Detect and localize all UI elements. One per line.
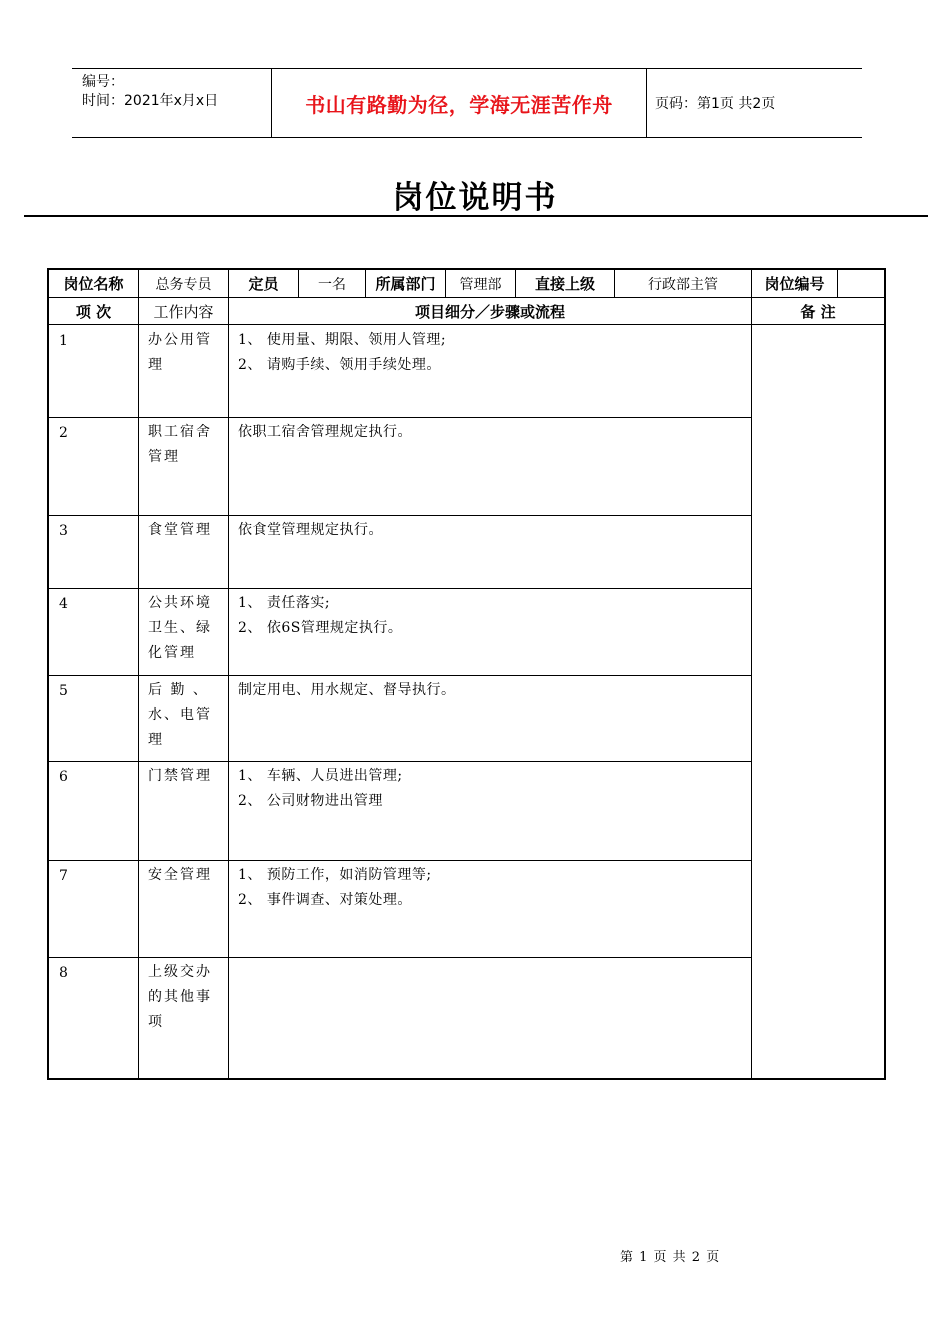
remark-column bbox=[752, 325, 884, 1078]
row-work-content: 食堂管理 bbox=[148, 522, 212, 538]
row-index: 3 bbox=[59, 523, 68, 539]
row-work-content: 安全管理 bbox=[148, 867, 212, 883]
post-name-value: 总务专员 bbox=[155, 276, 212, 293]
table-rule bbox=[614, 270, 615, 297]
row-detail-line: 制定用电、用水规定、督导执行。 bbox=[238, 682, 456, 698]
table-rule bbox=[751, 297, 752, 1078]
table-rule bbox=[49, 588, 752, 589]
table-rule bbox=[837, 270, 838, 297]
row-work-content: 办公用管理 bbox=[148, 332, 212, 373]
row-detail-line: 依职工宿舍管理规定执行。 bbox=[238, 424, 412, 440]
quota-value: 一名 bbox=[318, 276, 346, 293]
row-detail bbox=[229, 957, 751, 1078]
superior-value: 行政部主管 bbox=[648, 276, 718, 293]
post-code-value bbox=[838, 270, 884, 297]
row-detail bbox=[229, 761, 751, 860]
row-index: 6 bbox=[59, 769, 68, 785]
table-rule bbox=[138, 270, 139, 297]
row-work-content: 公共环境卫生、绿化管理 bbox=[148, 595, 212, 661]
table-rule bbox=[228, 297, 229, 1078]
document-number-label: 编号： bbox=[82, 74, 124, 90]
row-work-content: 后 勤 、水、电管理 bbox=[148, 682, 212, 748]
table-rule bbox=[49, 675, 752, 676]
column-header-detail: 项目细分／步骤或流程 bbox=[414, 302, 565, 321]
dept-value: 管理部 bbox=[459, 276, 502, 293]
header-meta bbox=[72, 69, 272, 137]
row-detail bbox=[229, 675, 751, 761]
row-work-content: 门禁管理 bbox=[148, 768, 212, 784]
table-rule bbox=[49, 417, 752, 418]
header-page-number: 页码：第1页 共2页 bbox=[646, 69, 862, 137]
table-rule bbox=[751, 270, 752, 297]
row-index: 7 bbox=[59, 868, 68, 884]
document-time-label: 时间：2021年x月x日 bbox=[82, 93, 219, 109]
quota-label: 定员 bbox=[248, 275, 279, 293]
row-detail-line: 2、 公司财物进出管理 bbox=[238, 793, 383, 809]
document-title: 岗位说明书 bbox=[392, 180, 558, 216]
row-detail bbox=[229, 860, 751, 957]
row-index: 2 bbox=[59, 425, 68, 441]
column-header-index: 项 次 bbox=[75, 302, 112, 321]
table-rule bbox=[49, 761, 752, 762]
table-rule bbox=[138, 297, 139, 1078]
table-rule bbox=[49, 324, 884, 325]
row-detail-line: 2、 事件调查、对策处理。 bbox=[238, 892, 412, 908]
row-detail bbox=[229, 417, 751, 515]
table-rule bbox=[49, 957, 752, 958]
row-detail-line: 1、 使用量、期限、领用人管理; bbox=[238, 332, 447, 348]
row-detail-line: 依食堂管理规定执行。 bbox=[238, 522, 383, 538]
page-header bbox=[72, 68, 862, 138]
header-motto: 书山有路勤为径，学海无涯苦作舟 bbox=[305, 92, 613, 117]
row-detail bbox=[229, 325, 751, 417]
table-rule bbox=[49, 297, 884, 298]
column-header-remark: 备 注 bbox=[800, 302, 836, 321]
superior-label: 直接上级 bbox=[534, 275, 595, 293]
row-work-content: 职工宿舍管理 bbox=[148, 424, 212, 465]
row-detail-line: 1、 预防工作，如消防管理等; bbox=[238, 867, 432, 883]
dept-label: 所属部门 bbox=[375, 275, 436, 293]
table-rule bbox=[228, 270, 229, 297]
table-rule bbox=[49, 860, 752, 861]
row-index: 4 bbox=[59, 596, 68, 612]
title-divider bbox=[24, 215, 928, 217]
table-rule bbox=[515, 270, 516, 297]
column-header-work: 工作内容 bbox=[153, 302, 214, 321]
row-detail-line: 1、 车辆、人员进出管理; bbox=[238, 768, 403, 784]
table-rule bbox=[365, 270, 366, 297]
row-work-content: 上级交办的其他事项 bbox=[148, 964, 212, 1030]
post-code-label: 岗位编号 bbox=[764, 275, 825, 293]
post-name-label: 岗位名称 bbox=[63, 275, 124, 293]
row-detail-line: 2、 请购手续、领用手续处理。 bbox=[238, 357, 441, 373]
table-rule bbox=[445, 270, 446, 297]
table-rule bbox=[298, 270, 299, 297]
row-detail bbox=[229, 588, 751, 675]
row-index: 5 bbox=[59, 683, 68, 699]
page-footer: 第 1 页 共 2 页 bbox=[620, 1250, 721, 1265]
row-detail-line: 1、 责任落实; bbox=[238, 595, 331, 611]
row-index: 8 bbox=[59, 965, 68, 981]
table-rule bbox=[49, 515, 752, 516]
row-detail bbox=[229, 515, 751, 588]
row-index: 1 bbox=[59, 333, 68, 349]
row-detail-line: 2、 依6S管理规定执行。 bbox=[238, 620, 403, 636]
job-description-table bbox=[47, 268, 886, 1080]
